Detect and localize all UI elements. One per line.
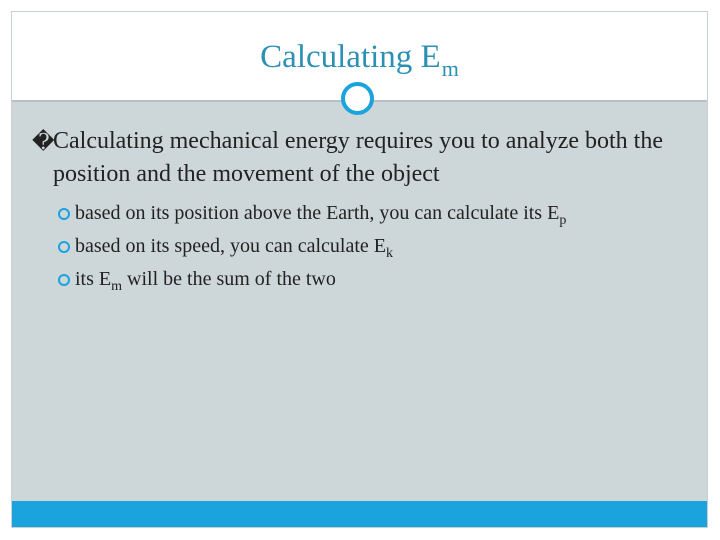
main-bullet-text: Calculating mechanical energy requires you to analyze both the position and the movement of the object (53, 128, 663, 187)
sub-bullet-item (12, 231, 692, 264)
sub-bullet-item (12, 198, 692, 231)
slide-title-subscript: m (441, 56, 459, 81)
main-bullet (12, 125, 692, 191)
ring-bullet-icon (58, 208, 70, 220)
sub-bullet-text: based on its speed, you can calculate E (75, 235, 386, 257)
slide-title-text: Calculating E (260, 39, 441, 75)
slide-body (12, 125, 692, 297)
sub-bullet-after: will be the sum of the two (122, 268, 336, 290)
sub-bullet-list (12, 198, 692, 297)
ring-bullet-icon (58, 241, 70, 253)
slide (11, 11, 708, 528)
sub-bullet-text: its E (75, 268, 112, 290)
slide-title (12, 38, 707, 79)
bullet-glyph-icon: � (32, 129, 55, 154)
sub-bullet-subscript: p (559, 213, 567, 228)
sub-bullet-item (12, 264, 692, 297)
sub-bullet-text: based on its position above the Earth, you can calculate its E (75, 202, 560, 224)
divider-circle-icon (341, 82, 374, 115)
sub-bullet-subscript: m (111, 279, 123, 294)
sub-bullet-subscript: k (386, 246, 393, 261)
ring-bullet-icon (58, 274, 70, 286)
footer-accent-bar (12, 501, 707, 527)
